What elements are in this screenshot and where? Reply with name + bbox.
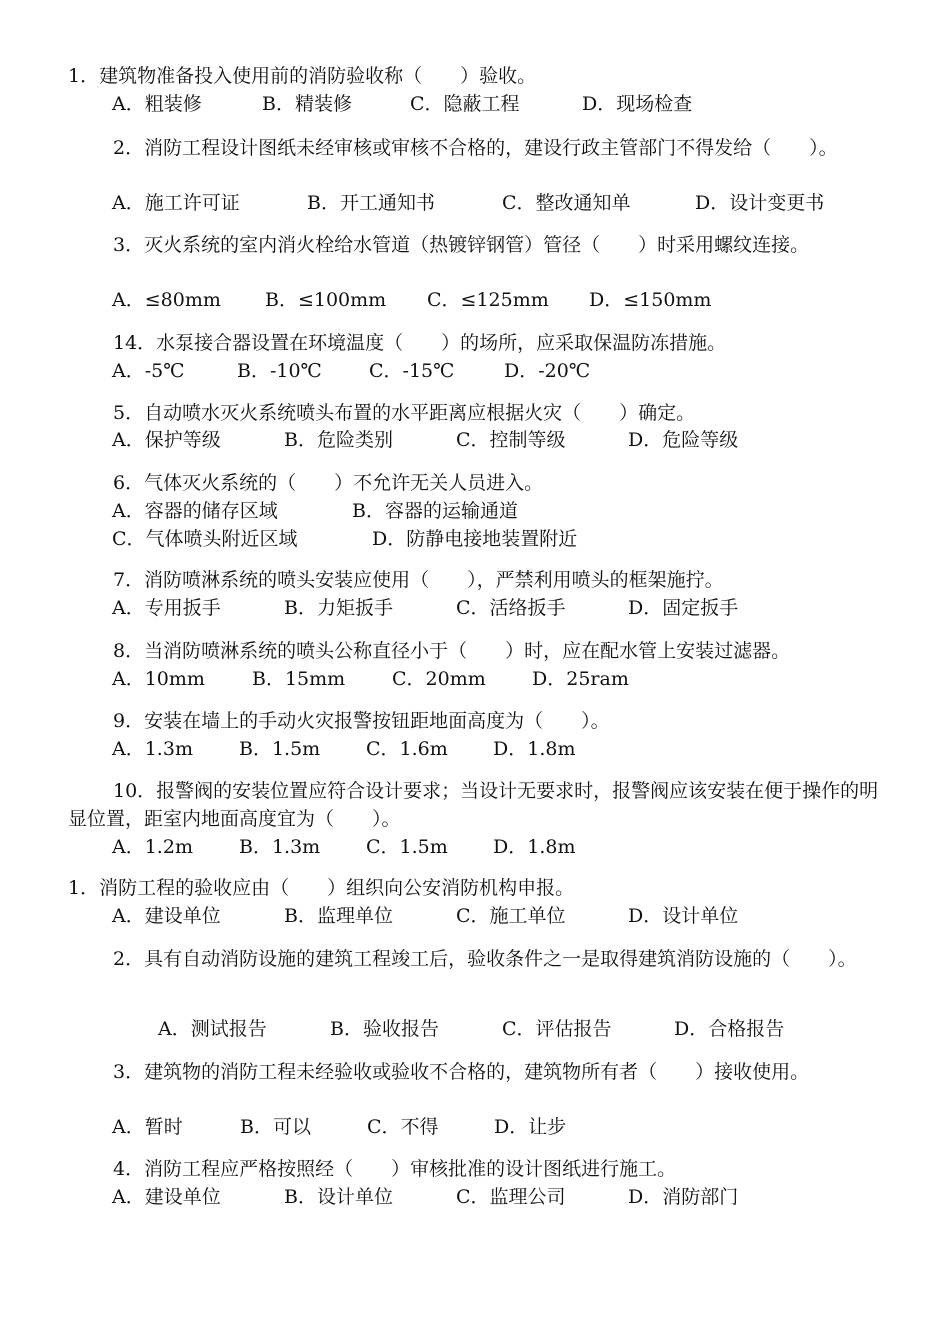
option: C．-15℃ xyxy=(369,360,455,382)
option: C．20mm xyxy=(392,668,486,690)
options-12 xyxy=(158,1015,784,1043)
option: A．建设单位 xyxy=(112,905,221,927)
option: B．精装修 xyxy=(262,93,352,115)
option: B．可以 xyxy=(240,1116,311,1138)
option: D．固定扳手 xyxy=(628,597,739,619)
option: C．不得 xyxy=(367,1116,439,1138)
options-9 xyxy=(112,735,575,763)
option: A．10mm xyxy=(112,668,205,690)
question-1: 1．建筑物准备投入使用前的消防验收称（ ）验收。 xyxy=(68,65,537,87)
option: C．气体喷头附近区域 xyxy=(112,528,298,550)
question-12: 2．具有自动消防设施的建筑工程竣工后，验收条件之一是取得建筑消防设施的（ ）。 xyxy=(113,948,857,970)
question-6: 6．气体灭火系统的（ ）不允许无关人员进入。 xyxy=(113,472,544,494)
option: D．设计变更书 xyxy=(695,192,825,214)
option: A．≤80mm xyxy=(112,289,221,311)
option: C．1.6m xyxy=(366,738,448,760)
option: D．消防部门 xyxy=(628,1186,739,1208)
option: A．建设单位 xyxy=(112,1186,221,1208)
options-14 xyxy=(112,1183,738,1211)
option: A．-5℃ xyxy=(112,360,185,382)
options-1 xyxy=(112,90,692,118)
option: C．整改通知单 xyxy=(502,192,631,214)
options-13 xyxy=(112,1113,566,1141)
options-11 xyxy=(112,902,738,930)
option: A．测试报告 xyxy=(158,1018,267,1040)
option: A．1.2m xyxy=(112,836,193,858)
options-6a xyxy=(112,497,518,525)
question-3: 3．灭火系统的室内消火栓给水管道（热镀锌钢管）管径（ ）时采用螺纹连接。 xyxy=(113,234,810,256)
options-3 xyxy=(112,286,711,314)
options-5 xyxy=(112,426,738,454)
question-7: 7．消防喷淋系统的喷头安装应使用（ ），严禁利用喷头的框架施拧。 xyxy=(113,569,724,591)
options-8 xyxy=(112,665,629,693)
option: A．容器的储存区域 xyxy=(112,500,278,522)
option: C．≤125mm xyxy=(427,289,549,311)
option: B．15mm xyxy=(252,668,346,690)
option: C．1.5m xyxy=(366,836,448,858)
option: B．≤100mm xyxy=(265,289,387,311)
question-13: 3．建筑物的消防工程未经验收或验收不合格的，建筑物所有者（ ）接收使用。 xyxy=(113,1061,810,1083)
option: A．施工许可证 xyxy=(112,192,240,214)
option: D．-20℃ xyxy=(504,360,591,382)
option: A．暂时 xyxy=(112,1116,183,1138)
option: B．1.3m xyxy=(239,836,321,858)
option: D．让步 xyxy=(494,1116,567,1138)
options-7 xyxy=(112,594,738,622)
option: B．容器的运输通道 xyxy=(352,500,518,522)
option: C．施工单位 xyxy=(456,905,566,927)
question-8: 8．当消防喷淋系统的喷头公称直径小于（ ）时，应在配水管上安装过滤器。 xyxy=(113,640,791,662)
option: B．监理单位 xyxy=(284,905,393,927)
option: C．评估报告 xyxy=(502,1018,612,1040)
option: B．力矩扳手 xyxy=(284,597,393,619)
question-4: 14．水泵接合器设置在环境温度（ ）的场所，应采取保温防冻措施。 xyxy=(113,332,727,354)
option: B．-10℃ xyxy=(237,360,322,382)
option: D．≤150mm xyxy=(589,289,712,311)
question-2: 2．消防工程设计图纸未经审核或审核不合格的，建设行政主管部门不得发给（ ）。 xyxy=(113,137,838,159)
option: A．粗装修 xyxy=(112,93,202,115)
option: A．专用扳手 xyxy=(112,597,221,619)
options-2 xyxy=(112,189,824,217)
option: D．现场检查 xyxy=(582,93,693,115)
options-4 xyxy=(112,357,590,385)
option: D．1.8m xyxy=(493,738,576,760)
option: D．危险等级 xyxy=(628,429,739,451)
option: B．开工通知书 xyxy=(307,192,435,214)
option: C．活络扳手 xyxy=(456,597,566,619)
option: D．25ram xyxy=(532,668,629,690)
option: D．设计单位 xyxy=(628,905,739,927)
option: B．危险类别 xyxy=(284,429,393,451)
option: B．1.5m xyxy=(239,738,321,760)
option: A．保护等级 xyxy=(112,429,221,451)
question-11: 1．消防工程的验收应由（ ）组织向公安消防机构申报。 xyxy=(68,877,575,899)
option: B．验收报告 xyxy=(330,1018,439,1040)
question-5: 5．自动喷水灭火系统喷头布置的水平距离应根据火灾（ ）确定。 xyxy=(113,402,696,424)
option: D．1.8m xyxy=(493,836,576,858)
option: D．合格报告 xyxy=(674,1018,785,1040)
option: C．隐蔽工程 xyxy=(410,93,520,115)
question-14: 4．消防工程应严格按照经（ ）审核批准的设计图纸进行施工。 xyxy=(113,1158,677,1180)
question-10: 10．报警阀的安装位置应符合设计要求；当设计无要求时，报警阀应该安装在便于操作的明显位置，距室内地面高度宜为（ ）。 xyxy=(68,780,879,830)
options-10 xyxy=(112,833,575,861)
option: D．防静电接地装置附近 xyxy=(372,528,578,550)
options-6b xyxy=(112,525,577,553)
option: C．控制等级 xyxy=(456,429,566,451)
option: A．1.3m xyxy=(112,738,193,760)
option: B．设计单位 xyxy=(284,1186,393,1208)
option: C．监理公司 xyxy=(456,1186,566,1208)
question-9: 9．安装在墙上的手动火灾报警按钮距地面高度为（ ）。 xyxy=(113,710,610,732)
